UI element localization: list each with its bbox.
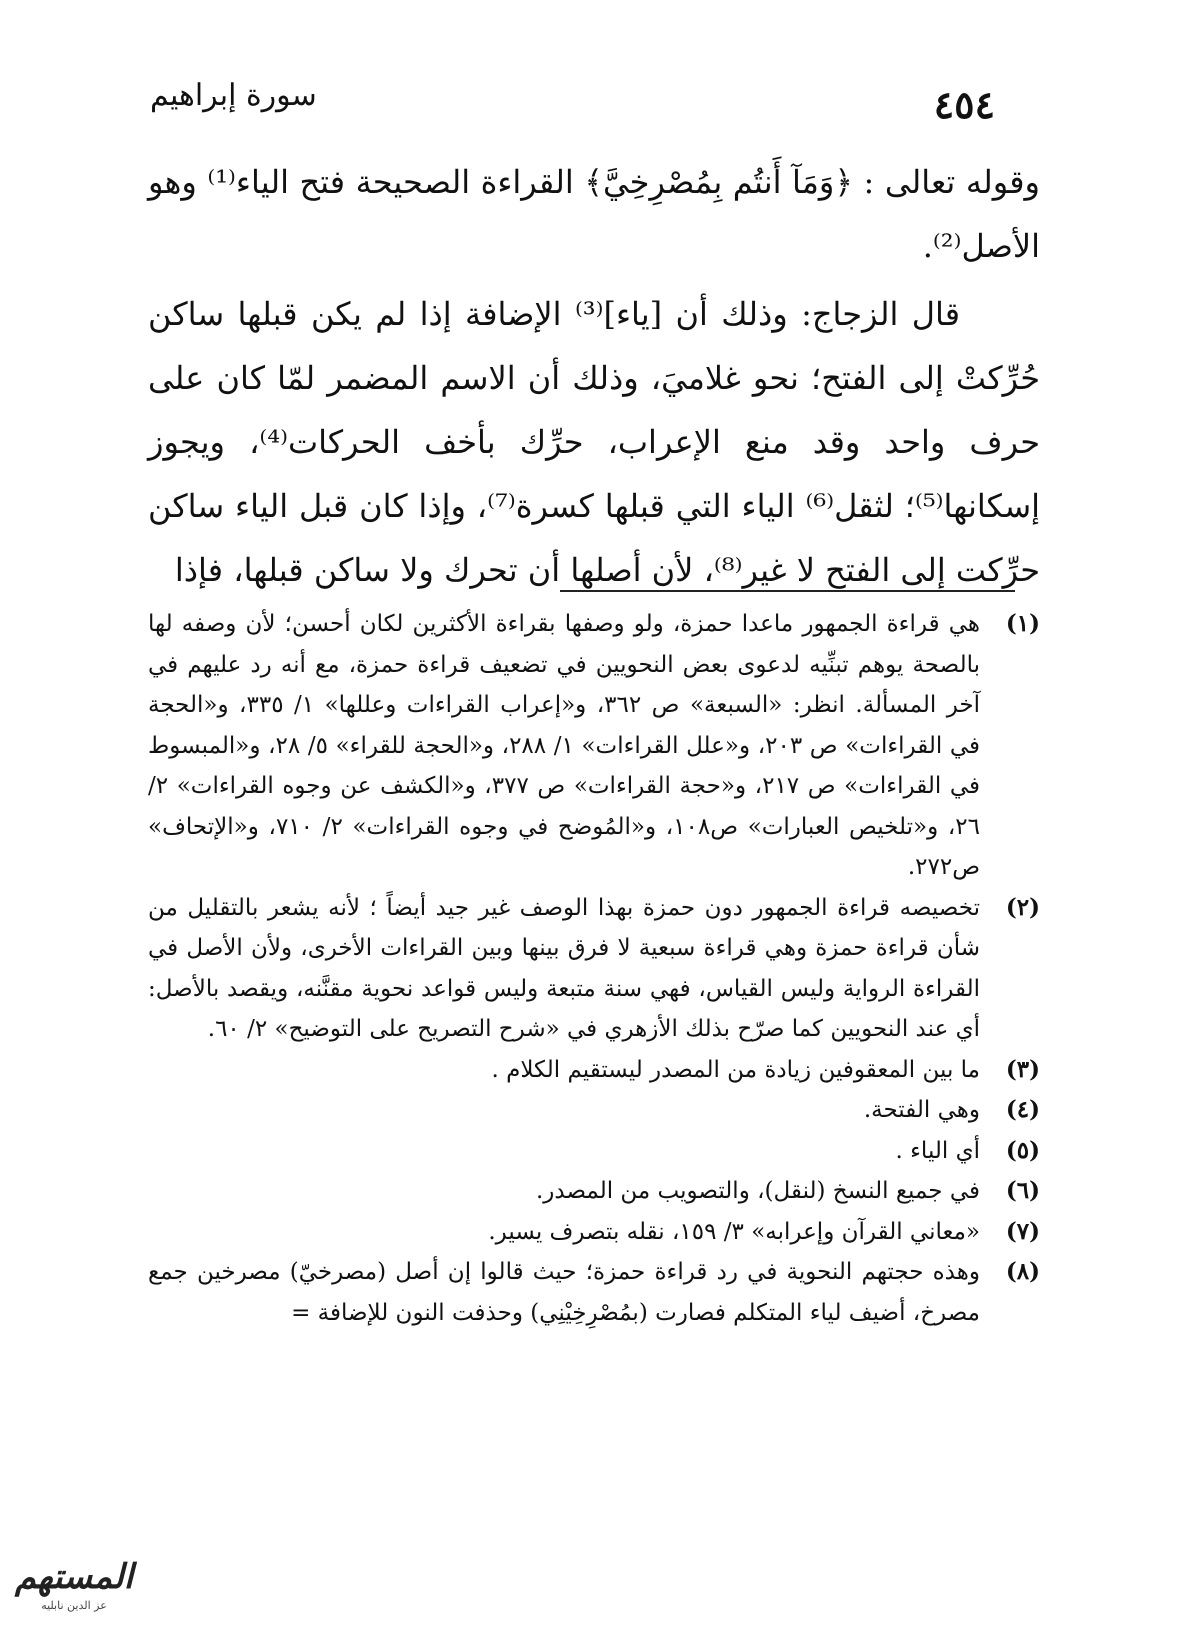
footnote — [148, 604, 1040, 888]
footnote-text: «معاني القرآن وإعرابه» ٣/ ١٥٩، نقله بتصرف يسير. — [488, 1218, 980, 1245]
library-stamp-logo — [14, 1555, 134, 1635]
footnote-text: وهذه حجتهم النحوية في رد قراءة حمزة؛ حيث قالوا إن أصل (مصرخيّ) مصرخين جمع مصرخ، أضيف لياء المتكلم فصارت (بمُصْرِخِيْنِي) وحذفت النون للإضافة = — [148, 1259, 980, 1326]
stamp-subtext: عز الدين نابليه — [41, 1599, 107, 1612]
footnote-text: أي الياء . — [895, 1137, 980, 1164]
footnote-number: (٤) — [1005, 1096, 1040, 1123]
footnote-number: (٧) — [1005, 1217, 1040, 1245]
page-header — [150, 70, 995, 130]
paragraph: وقوله تعالى : ﴿وَمَآ أَنتُم بِمُصْرِخِيَّ﴾ القراءة الصحيحة فتح الياء⁽¹⁾ وهو الأصل⁽²⁾. — [148, 163, 1040, 265]
footnote — [148, 888, 1040, 1050]
paragraph: قال الزجاج: وذلك أن [ياء]⁽³⁾ الإضافة إذا لم يكن قبلها ساكن حُرِّكتْ إلى الفتح؛ نحو غلاميَ، وذلك أن الاسم المضمر لمّا كان على حرف واحد وقد منع الإعراب، حرِّك بأخف الحركات⁽⁴⁾، ويجوز إسكانها⁽⁵⁾؛ لثقل⁽⁶⁾ الياء التي قبلها كسرة⁽⁷⁾، وإذا كان قبل الياء ساكن حرِّكت إلى الفتح لا غير⁽⁸⁾، لأن أصلها أن تحرك ولا ساكن قبلها، فإذا — [148, 295, 1041, 589]
footnote — [148, 1252, 1040, 1333]
footnote-number: (٥) — [1005, 1136, 1040, 1164]
footnote-text: ما بين المعقوفين زيادة من المصدر ليستقيم الكلام . — [491, 1056, 980, 1083]
footnote — [148, 1131, 1040, 1172]
page-number: ٤٥٤ — [933, 82, 995, 127]
footnote — [148, 1090, 1040, 1131]
footnote-number: (١) — [1005, 610, 1040, 637]
surah-title: سورة إبراهيم — [150, 78, 317, 113]
footnote — [148, 1212, 1040, 1253]
footnote-text: تخصيصه قراءة الجمهور دون حمزة بهذا الوصف غير جيد أيضاً ؛ لأنه يشعر بالتقليل من شأن قراءة حمزة وهي قراءة سبعية لا فرق بينها وبين القراءات الأخرى، ولأن الأصل في القراءة الرواية وليس القياس، فهي سنة متبعة وليس قواعد نحوية مقنَّنه، ويقصد بالأصل: أي عند النحويين كما صرّح بذلك الأزهري في «شرح التصريح على التوضيح» ٢/ ٦٠. — [148, 894, 980, 1042]
footnote-text: وهي الفتحة. — [863, 1097, 980, 1123]
footnotes — [148, 604, 1040, 1333]
footnote-number: (٢) — [1005, 893, 1040, 921]
main-text — [148, 150, 1040, 602]
footnote-number: (٦) — [1005, 1177, 1040, 1204]
footnote-separator — [560, 590, 1015, 592]
footnote — [148, 1171, 1040, 1212]
stamp-text: المستهم — [14, 1557, 134, 1597]
footnote-number: (٣) — [1005, 1055, 1040, 1083]
footnote-text: في جميع النسخ (لنقل)، والتصويب من المصدر. — [535, 1178, 980, 1204]
footnote — [148, 1050, 1040, 1091]
footnote-number: (٨) — [1005, 1258, 1040, 1285]
footnote-text: هي قراءة الجمهور ماعدا حمزة، ولو وصفها بقراءة الأكثرين لكان أحسن؛ لأن وصفه لها بالصحة يوهم تبنِّيه لدعوى بعض النحويين في تضعيف قراءة حمزة، مع أنه رد عليهم في آخر المسألة. انظر: «السبعة» ص ٣٦٢، و«إعراب القراءات وعللها» ١/ ٣٣٥، و«الحجة في القراءات» ص ٢٠٣، و«علل القراءات» ١/ ٢٨٨، و«الحجة للقراء» ٥/ ٢٨، و«المبسوط في القراءات» ص ٢١٧، و«حجة القراءات» ص ٣٧٧، و«الكشف عن وجوه القراءات» ٢/ ٢٦، و«تلخيص العبارات» ص١٠٨، و«المُوضح في وجوه القراءات» ٢/ ٧١٠، و«الإتحاف» ص٢٧٢. — [148, 611, 981, 880]
